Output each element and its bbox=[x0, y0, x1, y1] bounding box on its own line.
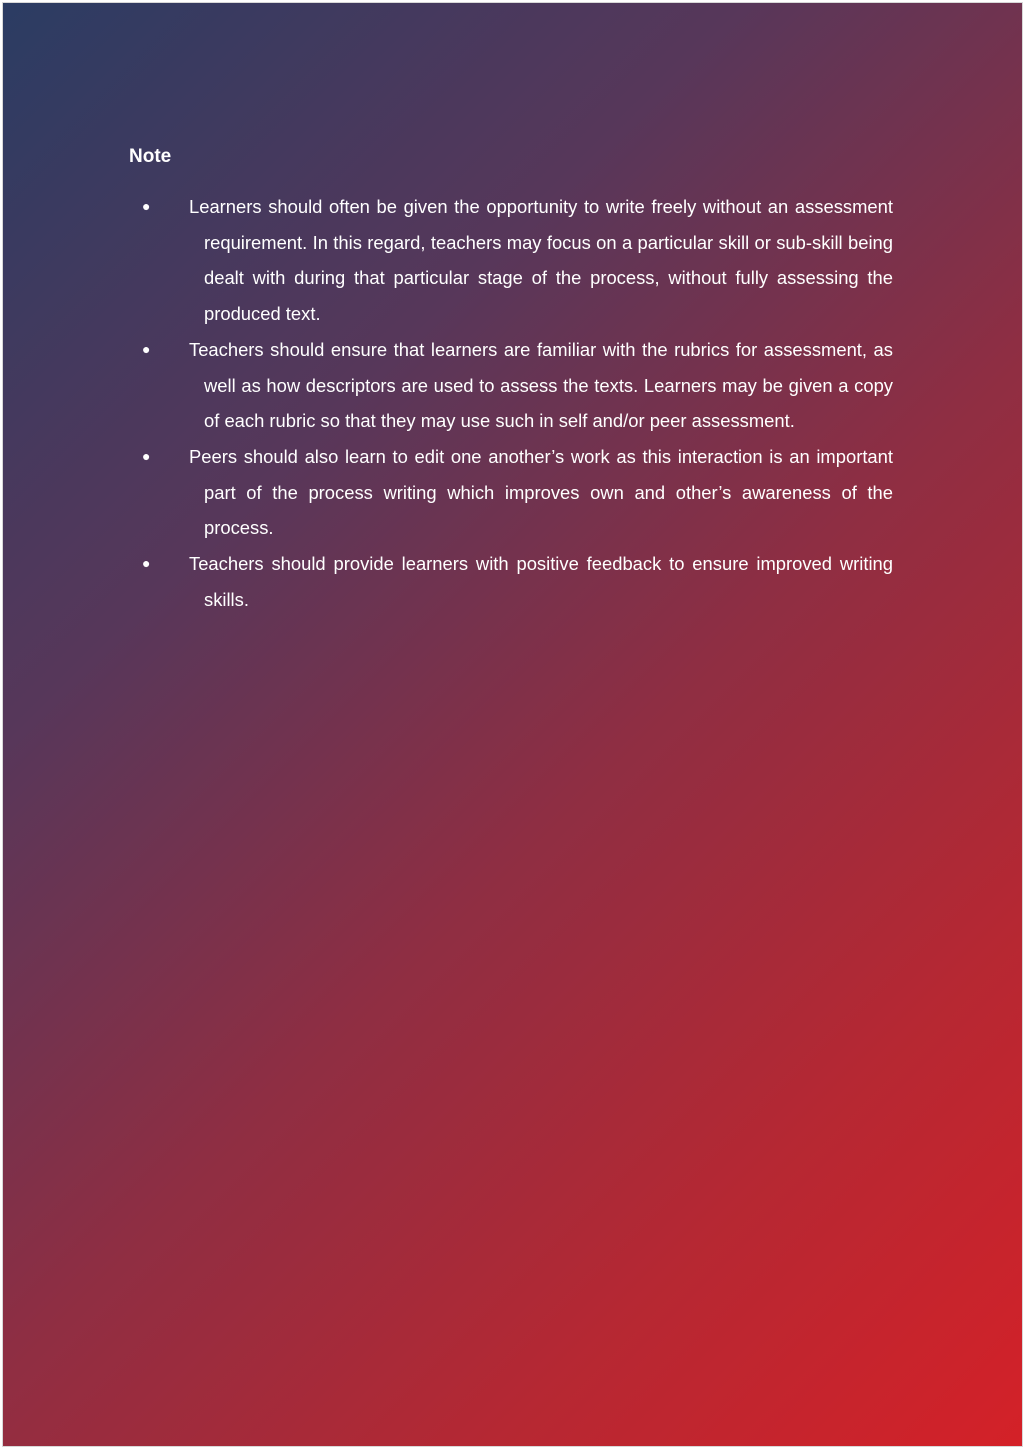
note-heading: Note bbox=[129, 146, 172, 167]
bullet-icon: ● bbox=[142, 340, 151, 357]
list-item bbox=[127, 546, 893, 617]
list-item-text: Peers should also learn to edit one another’s work as this interaction is an important part of the process writing which improves own and other’s awareness of the process. bbox=[189, 445, 893, 539]
note-section bbox=[127, 142, 893, 617]
list-item-text: Learners should often be given the opportunity to write freely without an assessment requirement. In this regard, teachers may focus on a particular skill or sub-skill being dealt with during that particular stage of the process, without fully assessing the produced text. bbox=[189, 196, 893, 325]
list-item bbox=[127, 189, 893, 332]
document-page bbox=[3, 3, 1022, 1446]
list-item-text: Teachers should ensure that learners are familiar with the rubrics for assessment, as well as how descriptors are used to assess the texts. Learners may be given a copy of each rubric so that they may use such in self and/or peer assessment. bbox=[189, 338, 893, 432]
bullet-icon: ● bbox=[142, 555, 151, 572]
list-item-text: Teachers should provide learners with positive feedback to ensure improved writing skills. bbox=[189, 553, 893, 610]
bullet-icon: ● bbox=[142, 447, 151, 464]
note-bullet-list bbox=[127, 189, 893, 617]
list-item bbox=[127, 332, 893, 439]
bullet-icon: ● bbox=[142, 198, 151, 214]
list-item bbox=[127, 439, 893, 546]
